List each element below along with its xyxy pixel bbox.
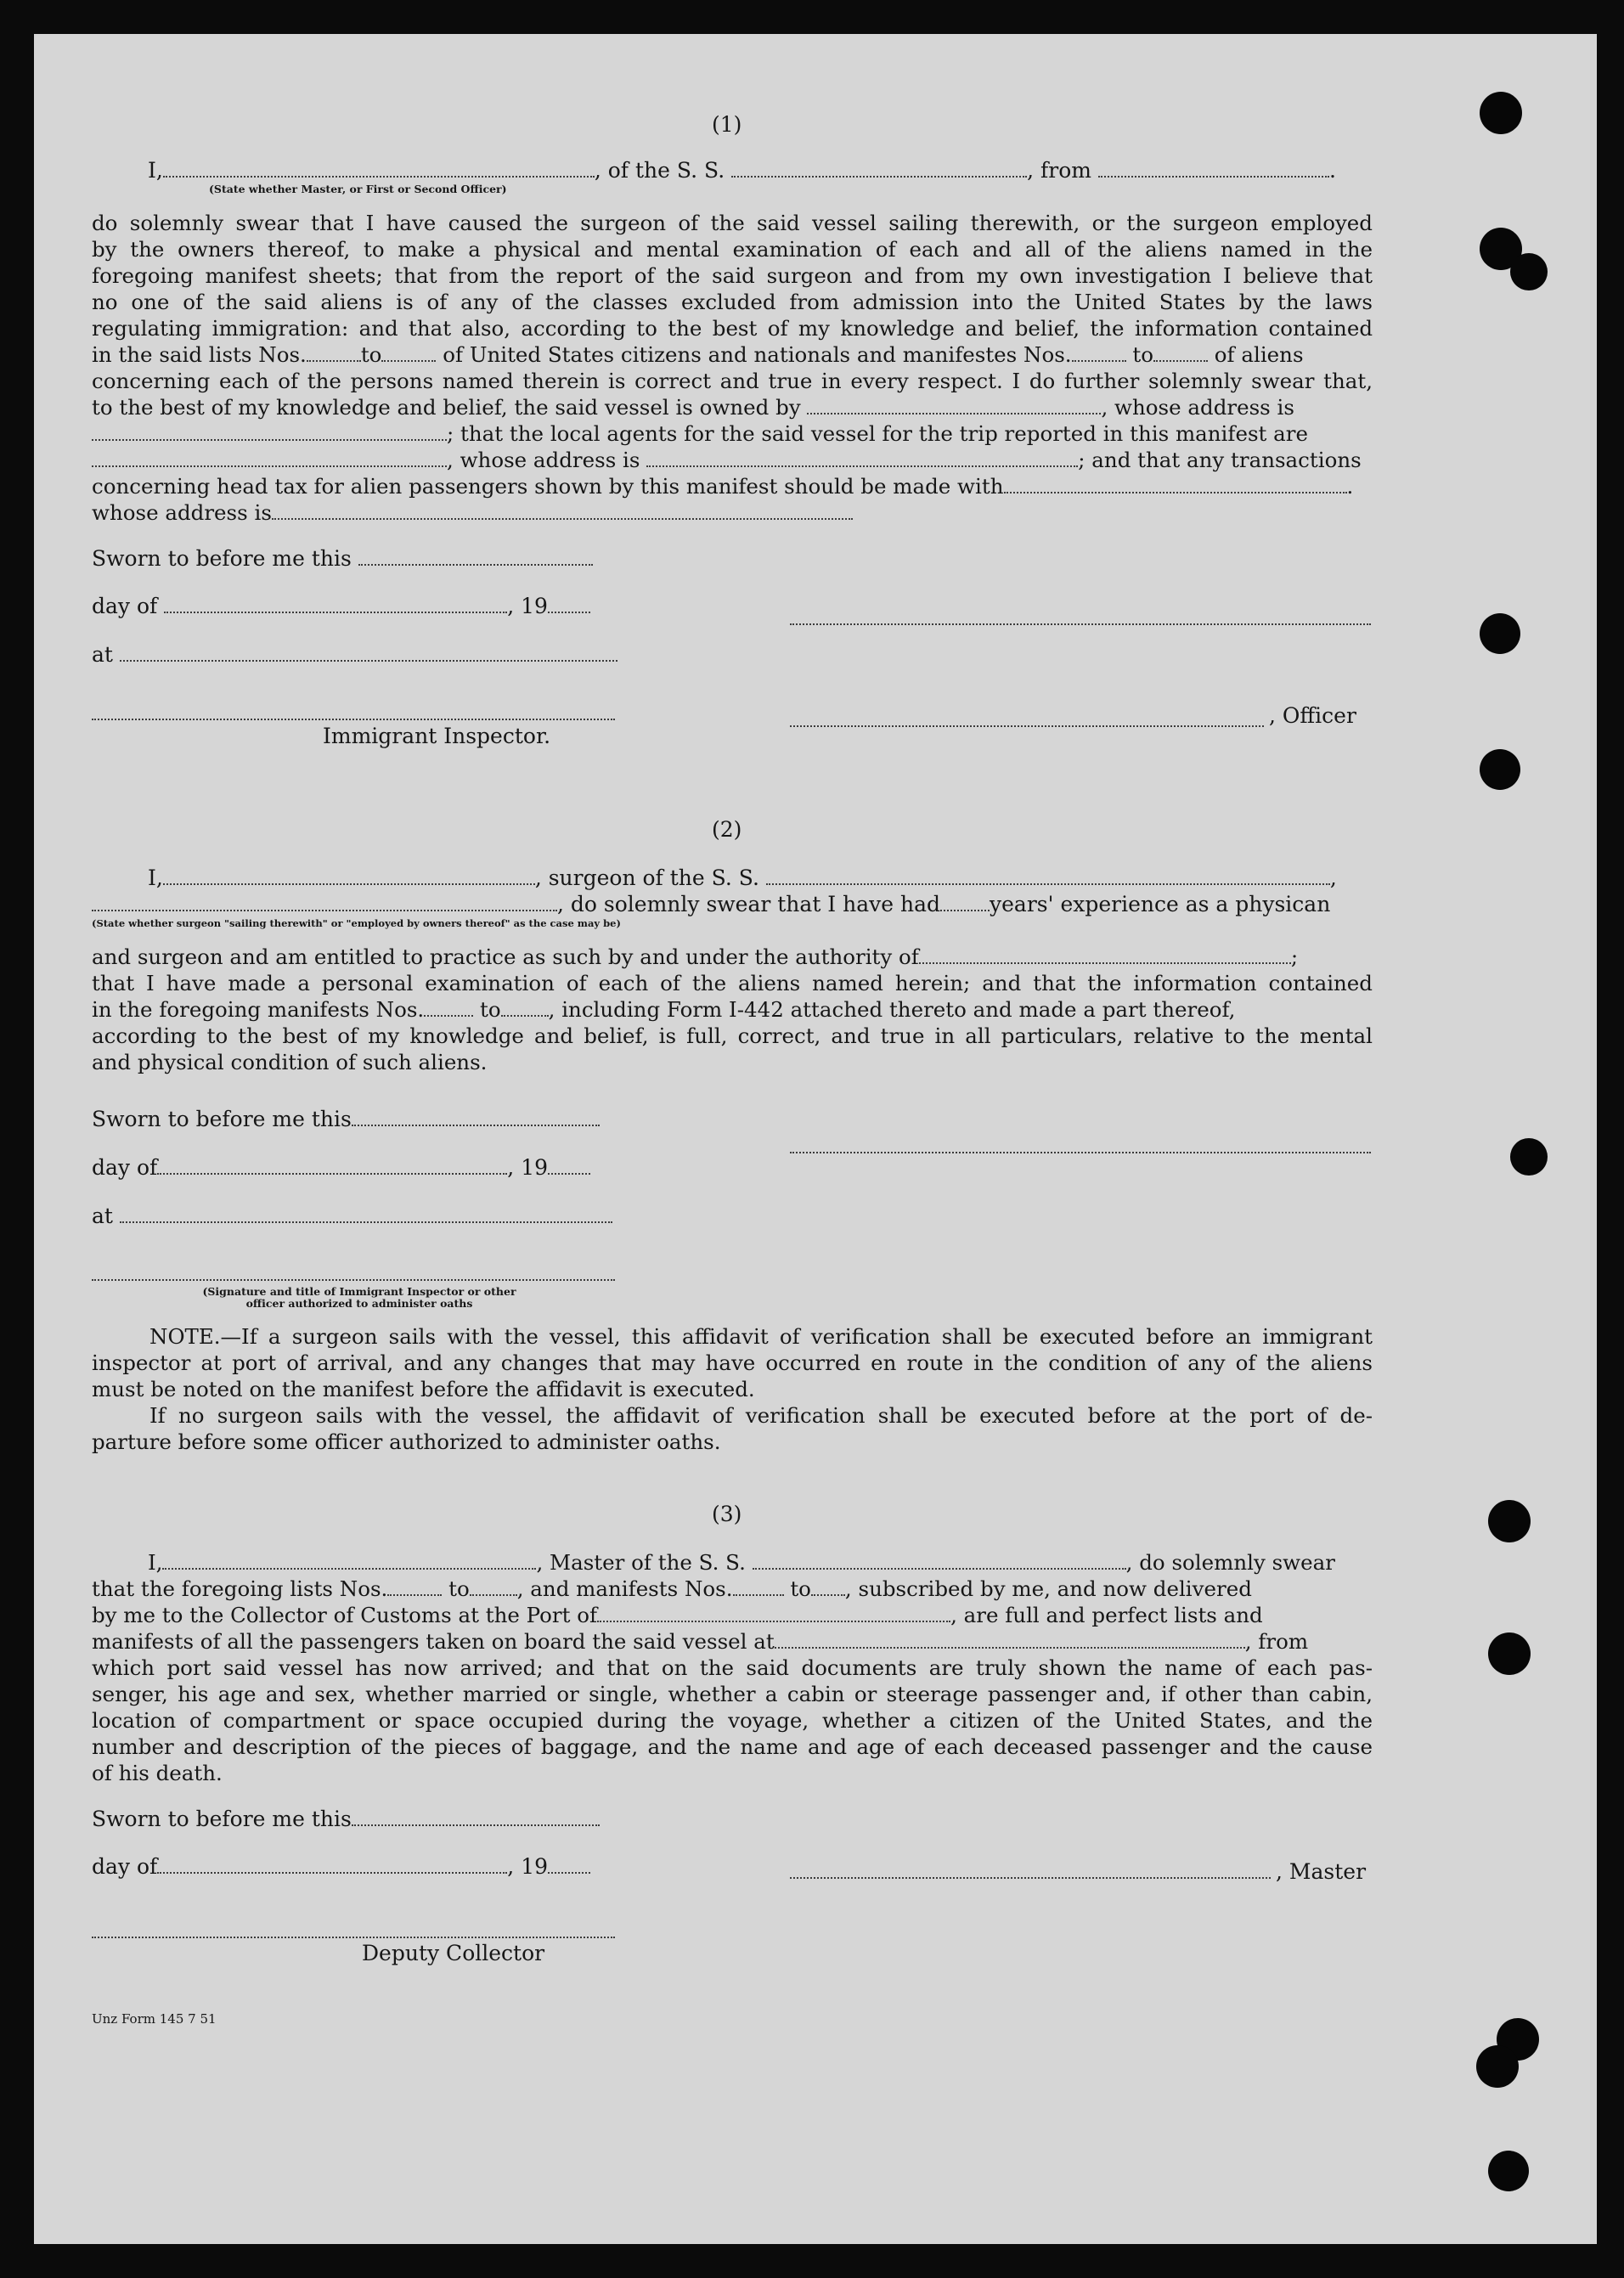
label: Sworn to before me this bbox=[92, 1807, 352, 1831]
section-3-body-5: of his death. bbox=[92, 1761, 223, 1785]
label: , surgeon of the S. S. bbox=[534, 866, 759, 890]
label: . bbox=[1328, 158, 1336, 183]
surgeon-signature-line[interactable] bbox=[790, 1152, 1371, 1153]
month-field[interactable] bbox=[157, 1158, 507, 1175]
label: whose address is bbox=[92, 500, 272, 525]
label: , and manifests Nos. bbox=[516, 1576, 733, 1601]
surgeon-name-field[interactable] bbox=[163, 868, 535, 885]
sworn-date-field[interactable] bbox=[352, 1809, 600, 1826]
section-1-agents-line bbox=[92, 421, 1308, 447]
punch-hole bbox=[1510, 253, 1548, 290]
label: , subscribed by me, and now delivered bbox=[844, 1576, 1252, 1601]
section-2-sworn bbox=[92, 1107, 600, 1132]
section-2-belief: according to the best of my knowledge and belief, is full, correct, and true in all particulars, relative to the mental bbox=[92, 1023, 1373, 1048]
master-name-field[interactable] bbox=[162, 1553, 536, 1570]
label: , from bbox=[1244, 1629, 1309, 1654]
label: . bbox=[1346, 474, 1354, 499]
years-field[interactable] bbox=[940, 894, 990, 911]
label: , 19 bbox=[507, 1155, 549, 1180]
agents-field[interactable] bbox=[92, 450, 447, 467]
note-line-3: must be noted on the manifest before the affidavit is executed. bbox=[92, 1377, 755, 1401]
owner-field[interactable] bbox=[807, 398, 1101, 414]
label: , Master of the S. S. bbox=[536, 1550, 746, 1575]
punch-hole bbox=[1480, 749, 1520, 790]
label: at bbox=[92, 642, 113, 667]
owner-address-field[interactable] bbox=[92, 424, 447, 441]
label: I, bbox=[148, 866, 163, 890]
manifests-to-field[interactable] bbox=[1153, 345, 1208, 362]
section-1-line-1 bbox=[148, 158, 1336, 183]
section-1-body-5: regulating immigration: and that also, according to the best of my knowledge and belief, the information contained bbox=[92, 316, 1373, 341]
section-3-line-4 bbox=[92, 1629, 1308, 1655]
section-2-personal: that I have made a personal examination of each of the aliens named herein; and that the information contained bbox=[92, 971, 1373, 995]
surgeon-ship-field[interactable] bbox=[766, 868, 1330, 885]
master-signature-line[interactable] bbox=[790, 1877, 1271, 1879]
headtax-address-field[interactable] bbox=[272, 503, 853, 520]
section-1-concerning: concerning each of the persons named therein is correct and true in every respect. I do further solemnly swear that, bbox=[92, 369, 1373, 393]
label: I, bbox=[148, 1550, 163, 1575]
section-1-number: (1) bbox=[712, 112, 742, 137]
section-1-body-1: do solemnly swear that I have caused the surgeon of the said vessel sailing therewith, or the surgeon employed bbox=[92, 211, 1373, 235]
label: , including Form I-442 attached thereto and made a part thereof, bbox=[548, 997, 1236, 1022]
label: to the best of my knowledge and belief, the said vessel is owned by bbox=[92, 395, 801, 420]
punch-hole bbox=[1510, 1138, 1548, 1176]
label: to bbox=[448, 1576, 470, 1601]
note-line-4: If no surgeon sails with the vessel, the affidavit of verification shall be executed before at the port of de- bbox=[149, 1403, 1373, 1428]
master-lists-from-field[interactable] bbox=[387, 1579, 442, 1596]
section-3-line-2 bbox=[92, 1576, 1252, 1602]
section-1-headtax-line bbox=[92, 474, 1353, 499]
month-field[interactable] bbox=[157, 1857, 507, 1874]
section-2-physical: and physical condition of such aliens. bbox=[92, 1050, 488, 1074]
section-2-line-1 bbox=[148, 866, 1337, 891]
label: at bbox=[92, 1204, 113, 1228]
label: to bbox=[790, 1576, 811, 1601]
label: day of bbox=[92, 1155, 158, 1180]
manifests-from-field[interactable] bbox=[1072, 345, 1126, 362]
immigrant-inspector-label: Immigrant Inspector. bbox=[323, 724, 551, 748]
officer-title-field[interactable] bbox=[163, 161, 595, 178]
label: I, bbox=[148, 158, 163, 183]
section-1-addr-line bbox=[92, 500, 853, 526]
lists-from-field[interactable] bbox=[307, 345, 361, 362]
section-3-body-1: which port said vessel has now arrived; and that on the said documents are truly shown the name of each pas- bbox=[92, 1655, 1373, 1680]
sworn-date-field[interactable] bbox=[358, 549, 593, 566]
section-3-line-3 bbox=[92, 1603, 1263, 1628]
note-line-1: NOTE.—If a surgeon sails with the vessel, this affidavit of verification shall be executed before an immigrant bbox=[149, 1324, 1373, 1349]
master-label: , Master bbox=[1276, 1859, 1367, 1884]
master-manifests-from-field[interactable] bbox=[733, 1579, 784, 1596]
punch-hole bbox=[1488, 2151, 1529, 2191]
place-field[interactable] bbox=[120, 1206, 612, 1223]
label: day of bbox=[92, 1854, 158, 1879]
section-3-number: (3) bbox=[712, 1502, 742, 1526]
note-line-2: inspector at port of arrival, and any changes that may have occurred en route in the condition of any of the aliens bbox=[92, 1350, 1373, 1375]
master-lists-to-field[interactable] bbox=[470, 1579, 517, 1596]
lists-to-field[interactable] bbox=[381, 345, 436, 362]
section-1-dayof bbox=[92, 594, 590, 619]
label: in the foregoing manifests Nos. bbox=[92, 997, 425, 1022]
sworn-date-field[interactable] bbox=[352, 1109, 600, 1126]
label: of United States citizens and nationals and manifestes Nos. bbox=[443, 342, 1072, 367]
label: to bbox=[1132, 342, 1153, 367]
label: , 19 bbox=[507, 594, 548, 618]
label: years' experience as a physican bbox=[990, 892, 1331, 916]
surgeon-manifests-from-field[interactable] bbox=[424, 1000, 473, 1017]
officer-signature-line-1[interactable] bbox=[790, 623, 1371, 625]
section-3-body-4: number and description of the pieces of baggage, and the name and age of each deceased passenger and the cause bbox=[92, 1734, 1373, 1759]
year-field[interactable] bbox=[548, 596, 590, 613]
deputy-signature-line[interactable] bbox=[92, 1937, 615, 1938]
label: day of bbox=[92, 594, 158, 618]
section-3-sworn bbox=[92, 1807, 600, 1832]
section-3-dayof bbox=[92, 1854, 590, 1880]
label: that the foregoing lists Nos. bbox=[92, 1576, 388, 1601]
section-3-line-1 bbox=[148, 1550, 1335, 1576]
headtax-party-field[interactable] bbox=[1004, 476, 1347, 493]
punch-hole bbox=[1480, 92, 1522, 134]
boarding-port-field[interactable] bbox=[775, 1632, 1245, 1649]
agents-address-field[interactable] bbox=[646, 450, 1078, 467]
authority-field[interactable] bbox=[919, 947, 1291, 964]
label: ; and that any transactions bbox=[1078, 448, 1362, 472]
label: , 19 bbox=[507, 1854, 549, 1879]
punch-hole bbox=[1476, 2045, 1519, 2088]
inspector-signature-line[interactable] bbox=[92, 719, 615, 720]
section-2-manifests bbox=[92, 997, 1235, 1023]
label: , are full and perfect lists and bbox=[950, 1603, 1263, 1627]
section-2-authority bbox=[92, 944, 1298, 970]
form-number: Unz Form 145 7 51 bbox=[92, 2011, 217, 2027]
form-page bbox=[34, 34, 1597, 2244]
section-1-whose-line bbox=[92, 448, 1362, 473]
punch-hole bbox=[1480, 613, 1520, 654]
label: in the said lists Nos. bbox=[92, 342, 307, 367]
section-1-sworn bbox=[92, 546, 593, 572]
label: Sworn to before me this bbox=[92, 1107, 352, 1131]
from-port-field[interactable] bbox=[1098, 161, 1329, 178]
label: , from bbox=[1027, 158, 1091, 183]
section-1-lists-line bbox=[92, 342, 1304, 368]
officer-label: , Officer bbox=[1269, 703, 1356, 728]
section-3-body-2: senger, his age and sex, whether married or single, whether a cabin or steerage passenger and, if other than cabin, bbox=[92, 1682, 1373, 1706]
surgeon-caption: (State whether surgeon "sailing therewith" or "employed by owners thereof" as the case may be) bbox=[92, 917, 621, 929]
label: ; bbox=[1290, 944, 1299, 969]
punch-hole bbox=[1488, 1632, 1531, 1675]
section-1-body-4: no one of the said aliens is of any of the classes excluded from admission into the United States by the laws bbox=[92, 290, 1373, 314]
section-1-owned-line bbox=[92, 395, 1294, 420]
label: ; that the local agents for the said vessel for the trip reported in this manifest are bbox=[447, 421, 1308, 446]
master-ship-field[interactable] bbox=[753, 1553, 1126, 1570]
master-manifests-to-field[interactable] bbox=[811, 1579, 845, 1596]
label: , whose address is bbox=[447, 448, 640, 472]
label: Sworn to before me this bbox=[92, 546, 352, 571]
label: concerning head tax for alien passengers shown by this manifest should be made with bbox=[92, 474, 1004, 499]
label: , whose address is bbox=[1101, 395, 1294, 420]
section-2-at bbox=[92, 1204, 612, 1229]
officer-signature-line-2[interactable] bbox=[790, 725, 1264, 727]
note-line-5: parture before some officer authorized to administer oaths. bbox=[92, 1429, 721, 1454]
port-field[interactable] bbox=[597, 1605, 950, 1622]
authorized-officer-signature-line[interactable] bbox=[92, 1279, 615, 1281]
label: to bbox=[480, 997, 501, 1022]
label: , of the S. S. bbox=[594, 158, 725, 183]
label: , do solemnly swear bbox=[1125, 1550, 1335, 1575]
place-field[interactable] bbox=[120, 645, 617, 662]
officer-caption: (State whether Master, or First or Second Officer) bbox=[209, 183, 507, 195]
label: , bbox=[1329, 866, 1337, 890]
ship-name-field[interactable] bbox=[731, 161, 1027, 178]
section-2-number: (2) bbox=[712, 817, 742, 842]
label: by me to the Collector of Customs at the Port of bbox=[92, 1603, 598, 1627]
section-2-line-2 bbox=[92, 892, 1330, 917]
label: manifests of all the passengers taken on board the said vessel at bbox=[92, 1629, 775, 1654]
section-1-body-2: by the owners thereof, to make a physical and mental examination of each and all of the aliens named in the bbox=[92, 237, 1373, 262]
signature-caption-2: officer authorized to administer oaths bbox=[245, 1297, 473, 1310]
punch-hole bbox=[1488, 1500, 1531, 1542]
year-field[interactable] bbox=[548, 1158, 590, 1175]
month-field[interactable] bbox=[164, 596, 507, 613]
surgeon-manifests-to-field[interactable] bbox=[501, 1000, 549, 1017]
section-1-at bbox=[92, 642, 617, 668]
label: to bbox=[360, 342, 382, 367]
signature-caption-1: (Signature and title of Immigrant Inspector or other bbox=[202, 1285, 516, 1298]
section-1-body-3: foregoing manifest sheets; that from the report of the said surgeon and from my own investigation I believe that bbox=[92, 263, 1373, 288]
surgeon-status-field[interactable] bbox=[92, 894, 557, 911]
section-3-body-3: location of compartment or space occupied during the voyage, whether a citizen of the United States, and the bbox=[92, 1708, 1373, 1733]
label: and surgeon and am entitled to practice as such by and under the authority of bbox=[92, 944, 919, 969]
label: of aliens bbox=[1214, 342, 1304, 367]
deputy-collector-label: Deputy Collector bbox=[362, 1941, 545, 1965]
section-2-dayof bbox=[92, 1155, 590, 1181]
year-field[interactable] bbox=[548, 1857, 590, 1874]
label: , do solemnly swear that I have had bbox=[557, 892, 941, 916]
